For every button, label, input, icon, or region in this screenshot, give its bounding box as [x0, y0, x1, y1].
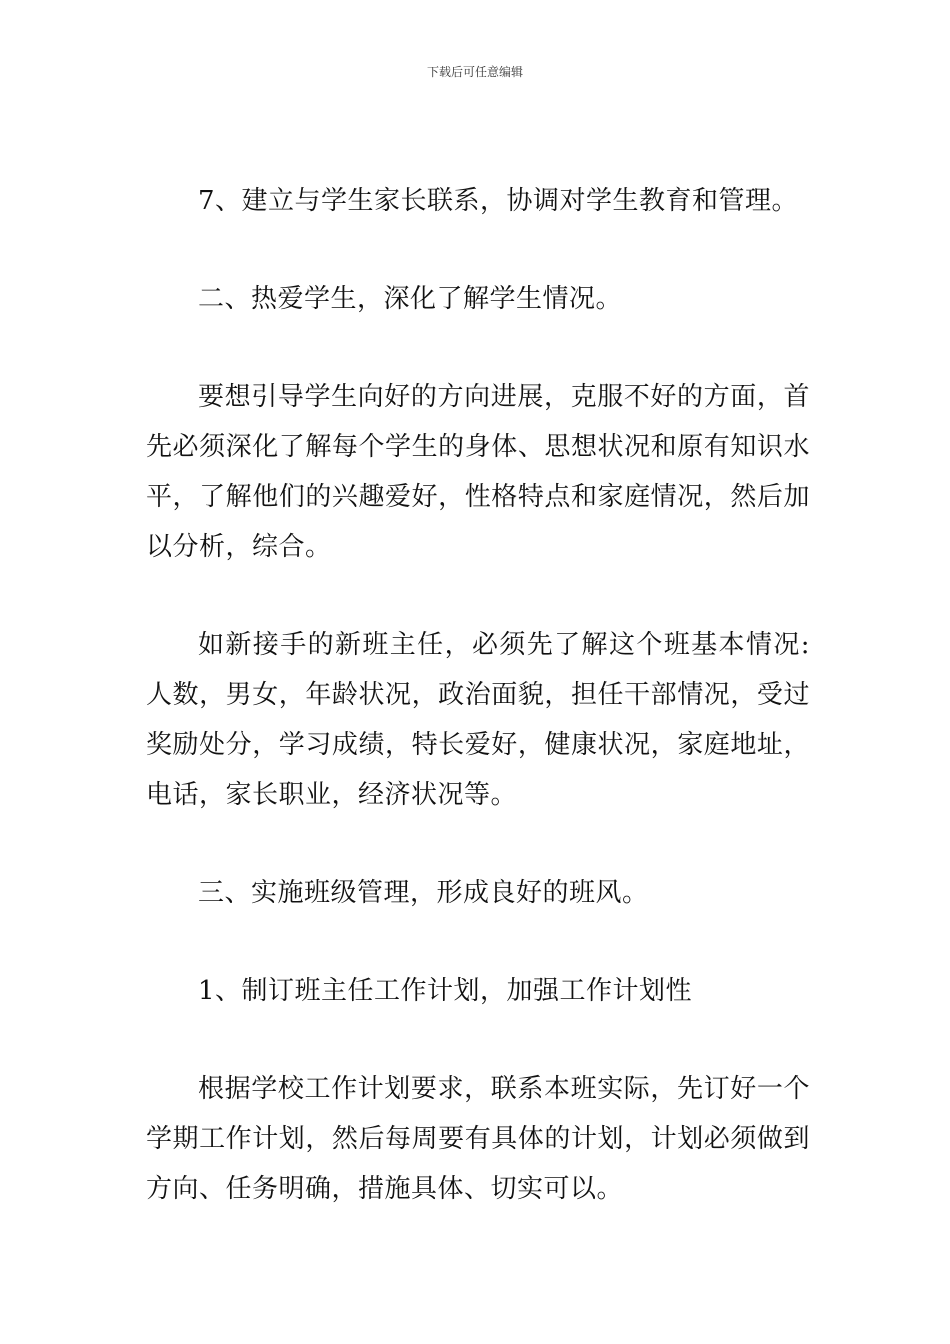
page-header-note: 下载后可任意编辑 [426, 65, 523, 79]
paragraph-plan-details: 根据学校工作计划要求，联系本班实际，先订好一个学期工作计划，然后每周要有具体的计划，计划必须做到方向、任务明确，措施具体、切实可以。 [146, 1074, 810, 1204]
paragraph-new-class-teacher: 如新接手的新班主任，必须先了解这个班基本情况:人数，男女，年龄状况，政治面貌，担任干部情况，受过奖励处分，学习成绩，特长爱好，健康状况，家庭地址，电话，家长职业，经济状况等。 [146, 630, 810, 810]
section-heading-3: 三、实施班级管理，形成良好的班风。 [198, 878, 649, 908]
paragraph-item-7-contact-parents: 7、建立与学生家长联系，协调对学生教育和管理。 [198, 186, 799, 216]
paragraph-understand-students: 要想引导学生向好的方向进展，克服不好的方面，首先必须深化了解每个学生的身体、思想状况和原有知识水平，了解他们的兴趣爱好，性格特点和家庭情况，然后加以分析，综合。 [146, 382, 810, 562]
paragraph-item-1-work-plan: 1、制订班主任工作计划，加强工作计划性 [198, 976, 693, 1006]
document-body [146, 176, 810, 1214]
section-heading-2: 二、热爱学生，深化了解学生情况。 [198, 284, 623, 314]
